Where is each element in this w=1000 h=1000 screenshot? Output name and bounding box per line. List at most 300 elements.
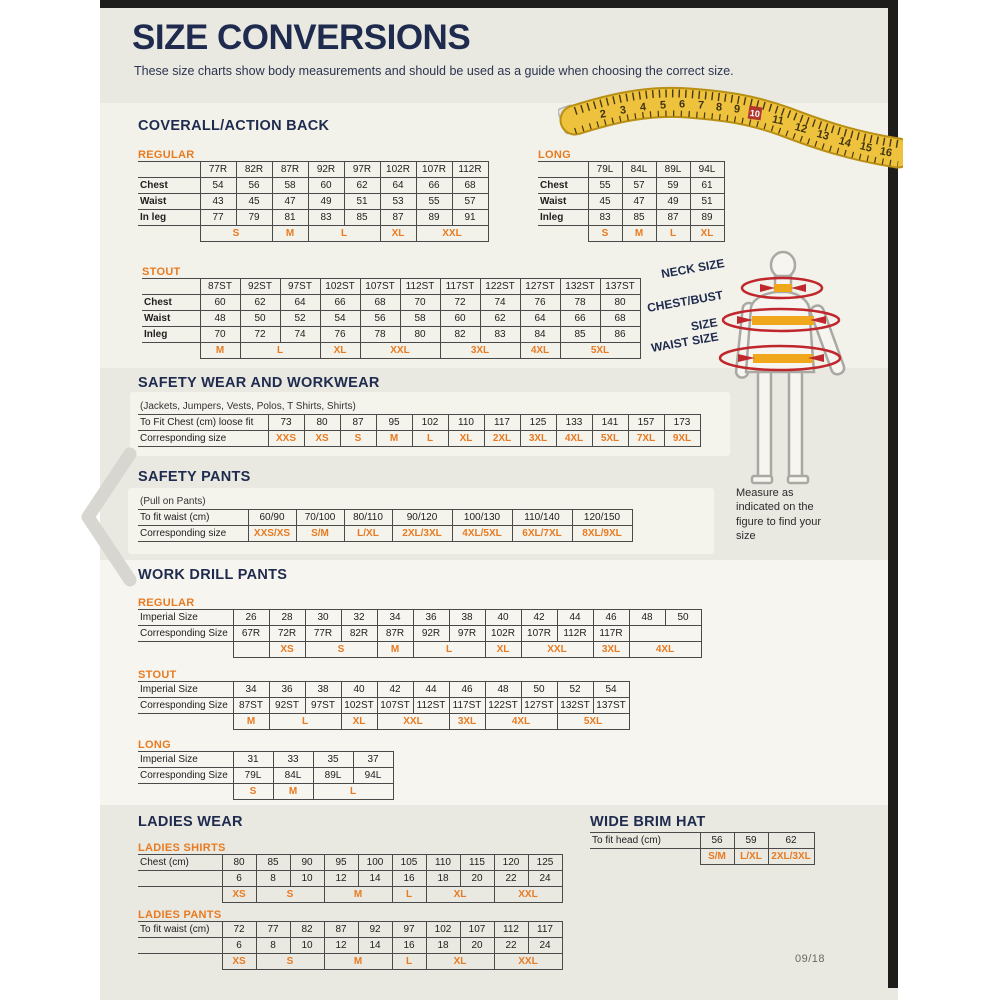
table-cell: 4XL — [485, 714, 557, 730]
tape-number: 15 — [858, 140, 874, 155]
table-cell: 51 — [344, 194, 380, 210]
row-label-cell: To Fit Chest (cm) loose fit — [138, 415, 268, 431]
table-cell: L — [413, 642, 485, 658]
table-cell: 100/130 — [452, 510, 512, 526]
table-cell: 6 — [222, 871, 256, 887]
table-cell: 125 — [520, 415, 556, 431]
table-cell: 4XL — [629, 642, 701, 658]
table-cell: 55 — [416, 194, 452, 210]
table-cell: 85 — [622, 210, 656, 226]
neck-band — [774, 284, 792, 292]
table-cell: 112ST — [413, 698, 449, 714]
table-cell: XL — [380, 226, 416, 242]
table-cell: 95 — [324, 855, 358, 871]
table-cell: 24 — [528, 938, 562, 954]
table-cell: 5XL — [560, 343, 640, 359]
table-cell: 173 — [664, 415, 700, 431]
table-cell: 83 — [308, 210, 344, 226]
note-safety-pants: (Pull on Pants) — [140, 496, 206, 507]
table-cell: 72 — [222, 922, 256, 938]
table-cell: 80/110 — [344, 510, 392, 526]
table-cell: XL — [448, 431, 484, 447]
table-cell: 87 — [340, 415, 376, 431]
table-cell: XS — [269, 642, 305, 658]
table-cell: 52 — [280, 311, 320, 327]
table-cell: XL — [426, 954, 494, 970]
table-cell: 83 — [480, 327, 520, 343]
table-cell: 54 — [320, 311, 360, 327]
table-cell: 97R — [344, 162, 380, 178]
table-cell: L — [412, 431, 448, 447]
row-label-cell — [138, 784, 233, 800]
table-cell: 53 — [380, 194, 416, 210]
table-cell: 127ST — [521, 698, 557, 714]
row-label-cell: Chest (cm) — [138, 855, 222, 871]
label-drill-regular: REGULAR — [138, 597, 195, 609]
table-cell: 47 — [622, 194, 656, 210]
table-cell: S — [340, 431, 376, 447]
table-cell: 97ST — [280, 279, 320, 295]
table-cell: 38 — [449, 610, 485, 626]
table-cell: 112R — [452, 162, 488, 178]
table-cell: M — [273, 784, 313, 800]
table-cell: XXL — [360, 343, 440, 359]
table-cell: 48 — [485, 682, 521, 698]
tape-number: 16 — [878, 145, 894, 160]
table-cell: S/M — [296, 526, 344, 542]
safety-wear-table — [138, 414, 701, 447]
table-cell: 102 — [412, 415, 448, 431]
table-cell: 97ST — [305, 698, 341, 714]
table-cell: 80 — [222, 855, 256, 871]
table-cell: 132ST — [557, 698, 593, 714]
tape-number: 4 — [639, 101, 647, 114]
table-cell: XXL — [521, 642, 593, 658]
size-group-row — [138, 642, 701, 658]
page-subtitle: These size charts show body measurements and should be used as a guide when choosing the correct size. — [134, 64, 734, 78]
table-cell: 8 — [256, 938, 290, 954]
table-cell: 64 — [380, 178, 416, 194]
table-cell: 115 — [460, 855, 494, 871]
table-row — [138, 682, 629, 698]
tape-number: 2 — [599, 108, 608, 121]
table-cell: M — [324, 954, 392, 970]
table-cell: 60/90 — [248, 510, 296, 526]
table-cell: 18 — [426, 938, 460, 954]
chevron-left-icon[interactable] — [76, 446, 142, 588]
table-cell: 3XL — [520, 431, 556, 447]
table-cell: 60 — [440, 311, 480, 327]
table-cell: 42 — [377, 682, 413, 698]
drill-long-table — [138, 751, 394, 800]
table-cell: 72 — [240, 327, 280, 343]
table-cell: 77 — [256, 922, 290, 938]
table-row — [138, 415, 700, 431]
table-cell: 46 — [593, 610, 629, 626]
table-cell: M — [200, 343, 240, 359]
table-cell: XXS/XS — [248, 526, 296, 542]
table-cell: 2XL/3XL — [392, 526, 452, 542]
table-cell: S — [305, 642, 377, 658]
figure-left-leg — [758, 372, 771, 478]
table-cell: 43 — [200, 194, 236, 210]
table-cell: 107ST — [377, 698, 413, 714]
label-ladies-shirts: LADIES SHIRTS — [138, 842, 226, 854]
table-cell: 100 — [358, 855, 392, 871]
table-cell: M — [324, 887, 392, 903]
table-row — [138, 626, 701, 642]
heading-hat: WIDE BRIM HAT — [590, 814, 706, 830]
table-cell: 72 — [440, 295, 480, 311]
table-cell: 59 — [656, 178, 690, 194]
table-cell: 40 — [485, 610, 521, 626]
table-cell: 112R — [557, 626, 593, 642]
table-cell: L — [656, 226, 690, 242]
tape-number: 14 — [837, 135, 853, 150]
table-cell: 37 — [353, 752, 393, 768]
table-row — [538, 194, 724, 210]
table-cell: 6 — [222, 938, 256, 954]
neck-arrow-right — [791, 284, 806, 292]
table-cell: 62 — [480, 311, 520, 327]
heading-work-drill: WORK DRILL PANTS — [138, 567, 288, 583]
row-label-cell — [138, 887, 222, 903]
size-group-row — [138, 954, 562, 970]
table-cell: M — [622, 226, 656, 242]
table-cell: 87R — [272, 162, 308, 178]
table-cell: 110 — [448, 415, 484, 431]
table-cell: 34 — [233, 682, 269, 698]
table-cell: 80 — [400, 327, 440, 343]
table-cell: 50 — [665, 610, 701, 626]
table-row — [142, 311, 640, 327]
table-cell: L — [269, 714, 341, 730]
table-cell: M — [376, 431, 412, 447]
tape-number: 6 — [678, 98, 686, 111]
drill-regular-table — [138, 609, 702, 658]
table-cell: 40 — [341, 682, 377, 698]
table-cell: XS — [304, 431, 340, 447]
table-cell: 85 — [560, 327, 600, 343]
table-cell: 3XL — [449, 714, 485, 730]
table-cell: 89 — [416, 210, 452, 226]
table-cell: 55 — [588, 178, 622, 194]
waist-size-label: WAIST SIZE — [650, 329, 720, 355]
table-row — [138, 752, 393, 768]
table-cell: 49 — [656, 194, 690, 210]
table-cell: S — [233, 784, 273, 800]
table-cell: 82 — [440, 327, 480, 343]
size-group-row — [538, 226, 724, 242]
table-cell: 74 — [280, 327, 320, 343]
table-cell: 86 — [600, 327, 640, 343]
coverall-stout-table — [142, 278, 641, 359]
table-row — [590, 833, 814, 849]
table-cell: 52 — [557, 682, 593, 698]
row-label-cell: To fit waist (cm) — [138, 922, 222, 938]
measure-caption: Measure as indicated on the figure to find your size — [736, 487, 821, 542]
neck-size-label: NECK SIZE — [660, 256, 726, 281]
table-cell: 33 — [273, 752, 313, 768]
table-cell: 56 — [236, 178, 272, 194]
size-group-row — [138, 784, 393, 800]
table-row — [138, 768, 393, 784]
heading-safety-wear: SAFETY WEAR AND WORKWEAR — [138, 375, 380, 391]
table-cell: 60 — [200, 295, 240, 311]
table-cell: 92R — [308, 162, 344, 178]
table-cell: 18 — [426, 871, 460, 887]
table-cell: 105 — [392, 855, 426, 871]
table-cell: 66 — [320, 295, 360, 311]
waist-band — [753, 354, 813, 363]
table-cell: 8XL/9XL — [572, 526, 632, 542]
table-cell: 92 — [358, 922, 392, 938]
table-row — [138, 178, 488, 194]
table-cell: 24 — [528, 871, 562, 887]
row-label-cell — [138, 871, 222, 887]
table-cell: 97 — [392, 922, 426, 938]
table-cell: L — [313, 784, 393, 800]
table-cell: S/M — [700, 849, 734, 865]
table-cell: 3XL — [440, 343, 520, 359]
table-cell: 16 — [392, 871, 426, 887]
table-cell: 30 — [305, 610, 341, 626]
table-cell: 2XL — [484, 431, 520, 447]
table-cell: 97R — [449, 626, 485, 642]
table-row — [138, 194, 488, 210]
table-cell: 44 — [557, 610, 593, 626]
table-cell: 84L — [622, 162, 656, 178]
tape-number: 10 — [749, 107, 761, 120]
table-row — [138, 431, 700, 447]
row-label-cell — [138, 954, 222, 970]
table-row — [138, 871, 562, 887]
row-label-cell: In leg — [138, 210, 200, 226]
table-cell: 112ST — [400, 279, 440, 295]
table-cell: 60 — [308, 178, 344, 194]
measuring-tape-illustration — [558, 80, 903, 175]
table-cell: 62 — [768, 833, 814, 849]
table-row — [138, 698, 629, 714]
row-label-cell: Imperial Size — [138, 610, 233, 626]
table-cell: 122ST — [485, 698, 521, 714]
table-cell: 141 — [592, 415, 628, 431]
table-cell: L — [240, 343, 320, 359]
table-cell: 72R — [269, 626, 305, 642]
table-cell: 36 — [413, 610, 449, 626]
row-label-cell: Chest — [138, 178, 200, 194]
table-cell: 133 — [556, 415, 592, 431]
table-row — [138, 510, 632, 526]
table-cell: M — [233, 714, 269, 730]
table-cell: 64 — [520, 311, 560, 327]
table-cell: 47 — [272, 194, 308, 210]
table-cell: L — [392, 954, 426, 970]
table-cell: XL — [320, 343, 360, 359]
table-cell: 44 — [413, 682, 449, 698]
table-cell: 16 — [392, 938, 426, 954]
table-row — [538, 178, 724, 194]
figure-right-foot — [788, 476, 808, 483]
table-cell: 2XL/3XL — [768, 849, 814, 865]
row-label-cell — [590, 849, 700, 865]
table-row — [138, 210, 488, 226]
table-cell: 84L — [273, 768, 313, 784]
drill-stout-table — [138, 681, 630, 730]
row-label-cell — [142, 279, 200, 295]
table-cell: 56 — [700, 833, 734, 849]
heading-safety-pants: SAFETY PANTS — [138, 469, 251, 485]
row-label-cell: Inleg — [142, 327, 200, 343]
row-label-cell: Corresponding Size — [138, 698, 233, 714]
table-cell: 82 — [290, 922, 324, 938]
table-cell: 77 — [200, 210, 236, 226]
table-cell: 31 — [233, 752, 273, 768]
table-row — [138, 526, 632, 542]
table-cell: 45 — [588, 194, 622, 210]
table-cell: 122ST — [480, 279, 520, 295]
table-cell: XL — [690, 226, 724, 242]
table-cell: 107R — [521, 626, 557, 642]
table-cell: 38 — [305, 682, 341, 698]
table-cell: L/XL — [734, 849, 768, 865]
table-cell: 110 — [426, 855, 460, 871]
row-label-cell: Waist — [142, 311, 200, 327]
row-label-cell — [538, 226, 588, 242]
table-cell: 70 — [200, 327, 240, 343]
table-cell: 91 — [452, 210, 488, 226]
table-cell: XXL — [494, 887, 562, 903]
table-cell: 80 — [304, 415, 340, 431]
table-row — [138, 922, 562, 938]
table-cell: 34 — [377, 610, 413, 626]
table-cell: 10 — [290, 871, 324, 887]
table-cell: 10 — [290, 938, 324, 954]
row-label-cell: Waist — [538, 194, 588, 210]
table-cell: 117 — [528, 922, 562, 938]
table-cell: 68 — [452, 178, 488, 194]
table-cell: 117ST — [449, 698, 485, 714]
row-label-cell: Chest — [142, 295, 200, 311]
table-cell: 22 — [494, 871, 528, 887]
table-cell: 4XL — [520, 343, 560, 359]
table-cell: 67R — [233, 626, 269, 642]
label-coverall-long: LONG — [538, 149, 571, 161]
table-cell: 102 — [426, 922, 460, 938]
table-cell: 102R — [380, 162, 416, 178]
table-cell: 78 — [360, 327, 400, 343]
size-group-row — [142, 343, 640, 359]
table-row — [138, 855, 562, 871]
table-cell: 157 — [628, 415, 664, 431]
table-cell: 4XL/5XL — [452, 526, 512, 542]
table-cell: 87ST — [233, 698, 269, 714]
table-cell: 42 — [521, 610, 557, 626]
table-cell: 92ST — [240, 279, 280, 295]
coverall-regular-table — [138, 161, 489, 242]
table-cell: 66 — [560, 311, 600, 327]
table-row — [138, 162, 488, 178]
table-cell: 32 — [341, 610, 377, 626]
table-cell: 45 — [236, 194, 272, 210]
chest-size-label-line2: SIZE — [689, 315, 719, 334]
row-label-cell: Imperial Size — [138, 752, 233, 768]
row-label-cell: To fit waist (cm) — [138, 510, 248, 526]
table-cell: XS — [222, 954, 256, 970]
table-cell: 54 — [593, 682, 629, 698]
tape-number: 9 — [733, 103, 741, 116]
table-cell: 90/120 — [392, 510, 452, 526]
table-cell: 6XL/7XL — [512, 526, 572, 542]
table-cell: 57 — [452, 194, 488, 210]
heading-coverall: COVERALL/ACTION BACK — [138, 118, 330, 134]
table-cell: 49 — [308, 194, 344, 210]
table-cell: 74 — [480, 295, 520, 311]
row-label-cell — [138, 642, 233, 658]
table-cell: 117ST — [440, 279, 480, 295]
table-row — [142, 327, 640, 343]
table-cell: 20 — [460, 871, 494, 887]
table-cell: 12 — [324, 871, 358, 887]
table-cell — [629, 626, 701, 642]
table-cell: S — [200, 226, 272, 242]
table-cell: L — [392, 887, 426, 903]
figure-head — [771, 252, 795, 278]
table-cell: 94L — [690, 162, 724, 178]
table-cell: 117 — [484, 415, 520, 431]
table-cell: 56 — [360, 311, 400, 327]
table-cell: 61 — [690, 178, 724, 194]
row-label-cell: Waist — [138, 194, 200, 210]
tape-number: 12 — [793, 121, 809, 136]
table-cell: 79 — [236, 210, 272, 226]
table-cell: 57 — [622, 178, 656, 194]
table-cell: 48 — [629, 610, 665, 626]
table-cell: M — [272, 226, 308, 242]
table-cell: 92ST — [269, 698, 305, 714]
table-cell: XL — [341, 714, 377, 730]
row-label-cell: Imperial Size — [138, 682, 233, 698]
tape-number: 7 — [697, 99, 705, 112]
table-cell: 68 — [600, 311, 640, 327]
table-cell: XXL — [377, 714, 449, 730]
table-cell: 82R — [341, 626, 377, 642]
figure-right-leg — [789, 372, 802, 478]
label-ladies-pants: LADIES PANTS — [138, 909, 222, 921]
table-cell: XXL — [416, 226, 488, 242]
table-cell: 84 — [520, 327, 560, 343]
table-cell: XL — [426, 887, 494, 903]
table-cell: 54 — [200, 178, 236, 194]
safety-pants-table — [138, 509, 633, 542]
table-cell: 68 — [360, 295, 400, 311]
table-cell: 9XL — [664, 431, 700, 447]
table-cell: 77R — [305, 626, 341, 642]
table-cell: 70/100 — [296, 510, 344, 526]
table-cell: 87 — [324, 922, 358, 938]
table-cell: 102ST — [341, 698, 377, 714]
table-row — [142, 279, 640, 295]
table-cell: 137ST — [600, 279, 640, 295]
table-cell: 58 — [272, 178, 308, 194]
row-label-cell: Inleg — [538, 210, 588, 226]
table-cell: 89 — [690, 210, 724, 226]
table-cell: 102R — [485, 626, 521, 642]
table-cell: 107R — [416, 162, 452, 178]
label-drill-long: LONG — [138, 739, 171, 751]
top-edge-bar — [100, 0, 898, 8]
label-coverall-regular: REGULAR — [138, 149, 195, 161]
